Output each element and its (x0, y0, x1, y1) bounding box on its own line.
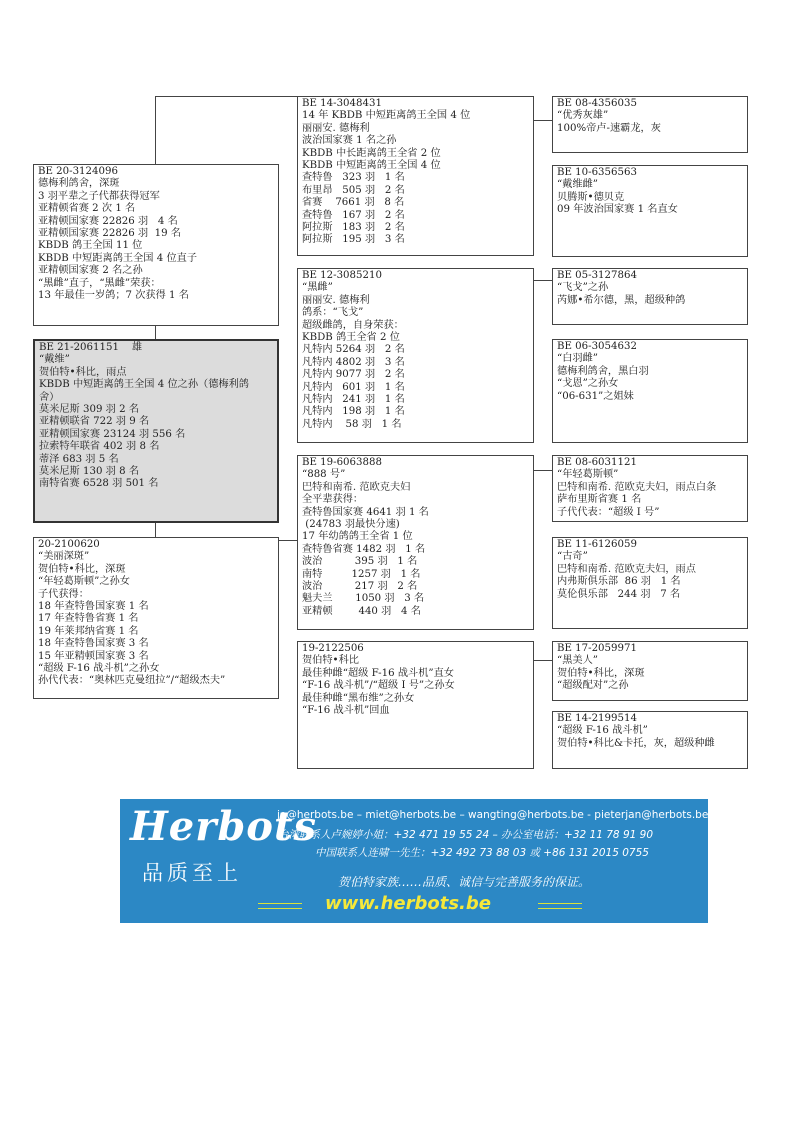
website-link[interactable]: www.herbots.be (325, 893, 491, 914)
pedigree-line: BE 14-2199514 (557, 713, 637, 724)
pedigree-line: “戈恩”之孙女 (557, 378, 619, 390)
pedigree-line: KBDB 中长距离鸽王全省 2 位 (302, 147, 441, 159)
pedigree-line: 亚精顿国家赛 2 名之孙 (38, 265, 143, 277)
pedigree-line: 查特鲁 323 羽 1 名 (302, 172, 405, 184)
pedigree-line: 巴特和南希. 范欧克夫妇 (302, 481, 411, 493)
pedigree-line: 莫米尼斯 309 羽 2 名 (39, 404, 140, 416)
connector-sire-sire-right (532, 120, 552, 121)
herbots-banner (120, 799, 708, 923)
pedigree-line: 波治国家赛 1 名之孙 (302, 135, 397, 147)
pedigree-line: 3 羽平辈之子代都获得冠军 (38, 190, 160, 202)
decorative-dash-right (538, 903, 582, 909)
pedigree-line: 09 年波治国家赛 1 名直女 (557, 204, 678, 216)
pedigree-line: 莫米尼斯 130 羽 8 名 (39, 466, 140, 478)
pedigree-line: “年轻葛斯顿”之孙女 (38, 576, 130, 588)
pedigree-line: “F-16 战斗机”/“超级 I 号”之孙女 (302, 680, 455, 692)
pedigree-line: “黑美人” (557, 655, 598, 667)
pedigree-line: BE 17-2059971 (557, 643, 637, 654)
pedigree-line: 14 年 KBDB 中短距离鸽王全国 4 位 (302, 110, 471, 122)
pedigree-line: 贺伯特•科比，雨点 (39, 366, 127, 378)
slogan: 品质至上 (142, 861, 242, 885)
pedigree-line: 13 年最佳一岁鸽；7 次获得 1 名 (38, 290, 189, 302)
pedigree-line: KBDB 中短距离鸽王全国 4 位之孙（德梅利鸽 (39, 379, 249, 391)
dam-sire-box (297, 455, 534, 630)
pedigree-line: 凡特内 601 羽 1 名 (302, 381, 405, 393)
pedigree-line: 19-2122506 (302, 643, 364, 654)
pedigree-line: 阿拉斯 195 羽 3 名 (302, 234, 405, 246)
pedigree-line: KBDB 鸽王全省 2 位 (302, 332, 400, 344)
pedigree-line: 全平辈获得： (302, 494, 364, 506)
pedigree-line: 波治 395 羽 1 名 (302, 556, 418, 568)
pedigree-line: 内弗斯俱乐部 86 羽 1 名 (557, 576, 681, 588)
pedigree-line: 18 年查特鲁国家赛 1 名 (38, 601, 149, 613)
pedigree-line: “超级 F-16 战斗机” (557, 725, 648, 737)
pedigree-line: 最佳种雌“黑布维”之孙女 (302, 692, 415, 704)
pedigree-line: BE 21-2061151 雄 (39, 342, 143, 353)
pedigree-line: 蒂泽 683 羽 5 名 (39, 453, 119, 465)
pedigree-line: 100%帝卢-速霸龙，灰 (557, 122, 661, 134)
pedigree-line: 丽丽安. 德梅利 (302, 122, 370, 134)
gg-box-3 (552, 268, 748, 325)
pedigree-line: “戴维” (39, 354, 70, 366)
pedigree-line: 19 年莱邦纳省赛 1 名 (38, 625, 139, 637)
pedigree-line: 亚精顿 440 羽 4 名 (302, 605, 421, 617)
pedigree-line: KBDB 中短距离鸽王全国 4 位直子 (38, 252, 198, 264)
pedigree-line: “超级 F-16 战斗机”之孙女 (38, 663, 160, 675)
pedigree-line: 舍） (39, 391, 60, 403)
pedigree-line: “白羽雌” (557, 353, 598, 365)
contact-emails[interactable]: jo@herbots.be – miet@herbots.be – wangting@herbots.be - pieterjan@herbots.be (277, 809, 708, 821)
pedigree-line: 拉索特年联省 402 羽 8 名 (39, 441, 160, 453)
pedigree-line: “黑雌”直子，“黑雌”荣获： (38, 277, 161, 289)
subject-box (33, 339, 279, 523)
pedigree-line: “超级配对”之孙 (557, 680, 629, 692)
pedigree-line: 南特省赛 6528 羽 501 名 (39, 478, 159, 490)
gg-box-7 (552, 641, 748, 701)
connector-sire-vertical (155, 96, 156, 164)
gg-box-2 (552, 165, 748, 257)
pedigree-line: “飞戈”之孙 (557, 282, 609, 294)
pedigree-line: 凡特内 9077 羽 2 名 (302, 369, 405, 381)
pedigree-line: 凡特内 58 羽 1 名 (302, 418, 402, 430)
pedigree-line: BE 10-6356563 (557, 167, 637, 178)
pedigree-line: BE 12-3085210 (302, 270, 382, 281)
pedigree-line: 魁夫兰 1050 羽 3 名 (302, 593, 425, 605)
pedigree-line: “06-631”之姐妹 (557, 390, 634, 402)
connector-subject-dam (155, 522, 156, 538)
pedigree-line: 德梅利鸽舍，黑白羽 (557, 365, 649, 377)
pedigree-line: 17 年幼鸽鸽王全省 1 位 (302, 531, 413, 543)
pedigree-line: KBDB 鸽王全国 11 位 (38, 240, 143, 252)
pedigree-line: 查特鲁国家赛 4641 羽 1 名 (302, 506, 429, 518)
pedigree-line: 超级雌鸽，自身荣获： (302, 319, 404, 331)
pedigree-line: 贺伯特•科比，深斑 (38, 563, 126, 575)
connector-dam-gen2 (278, 540, 298, 541)
pedigree-line: 凡特内 5264 羽 2 名 (302, 344, 405, 356)
herbots-logo: Herbots (130, 803, 317, 850)
pedigree-line: “黑雌” (302, 282, 333, 294)
pedigree-line: “优秀灰雄” (557, 110, 609, 122)
pedigree-line: BE 14-3048431 (302, 98, 382, 109)
pedigree-line: 亚精顿省赛 2 次 1 名 (38, 203, 136, 215)
pedigree-line: 芮娜•希尔德，黑，超级种鸽 (557, 294, 686, 306)
pedigree-line: BE 08-6031121 (557, 457, 637, 468)
pedigree-line: 布里昂 505 羽 2 名 (302, 184, 405, 196)
connector-sire-gen2 (155, 96, 298, 97)
pedigree-line: 德梅利鸽舍，深斑 (38, 178, 120, 190)
pedigree-line: “古奇” (557, 551, 588, 563)
pedigree-line: BE 08-4356035 (557, 98, 637, 109)
pedigree-line: 20-2100620 (38, 539, 100, 550)
china-contact: 中国联系人连啸一先生：+32 492 73 88 03 或 +86 131 2015 0755 (315, 847, 649, 859)
pedigree-line: 丽丽安. 德梅利 (302, 294, 370, 306)
gg-box-8 (552, 711, 748, 769)
pedigree-line: 萨布里斯省赛 1 名 (557, 494, 642, 506)
pedigree-line: “戴维雌” (557, 179, 598, 191)
connector-sire-dam-right (532, 280, 552, 281)
pedigree-line: 南特 1257 羽 1 名 (302, 568, 421, 580)
connector-dam-sire-right (532, 470, 552, 471)
pedigree-line: 贺伯特•科比 (302, 655, 359, 667)
pedigree-line: 巴特和南希. 范欧克夫妇，雨点白条 (557, 481, 717, 493)
pedigree-line: 凡特内 241 羽 1 名 (302, 394, 405, 406)
sire-box (33, 164, 279, 326)
pedigree-line: 莫伦俱乐部 244 羽 7 名 (557, 588, 681, 600)
pedigree-line: 鸽系：“飞戈” (302, 307, 364, 319)
pedigree-line: 15 年亚精顿国家赛 3 名 (38, 650, 149, 662)
pedigree-line: 查特鲁省赛 1482 羽 1 名 (302, 543, 426, 555)
gg-box-4 (552, 339, 748, 443)
pedigree-line: 波治 217 羽 2 名 (302, 581, 418, 593)
pedigree-line: 18 年查特鲁国家赛 3 名 (38, 638, 149, 650)
pedigree-line: BE 19-6063888 (302, 457, 382, 468)
pedigree-line: (24783 羽最快分速) (302, 519, 400, 531)
dam-dam-box (297, 641, 534, 769)
pedigree-line: KBDB 中短距离鸽王全国 4 位 (302, 160, 441, 172)
taiwan-contact: 台湾联系人卢婉婷小姐：+32 471 19 55 24 – 办公室电话：+32 11 78 91 90 (278, 829, 654, 841)
pedigree-line: 巴特和南希. 范欧克夫妇，雨点 (557, 563, 696, 575)
pedigree-line: 亚精顿国家赛 22826 羽 19 名 (38, 228, 182, 240)
pedigree-line: 贺伯特•科比&卡托，灰，超级种雌 (557, 737, 715, 749)
pedigree-line: 17 年查特鲁省赛 1 名 (38, 613, 139, 625)
pedigree-line: 凡特内 4802 羽 3 名 (302, 356, 405, 368)
pedigree-line: BE 11-6126059 (557, 539, 637, 550)
pedigree-line: BE 06-3054632 (557, 341, 637, 352)
sire-dam-box (297, 268, 534, 443)
pedigree-line: 亚精顿联省 722 羽 9 名 (39, 416, 150, 428)
pedigree-line: 孙代代表：“奥林匹克曼纽拉”/“超级杰夫” (38, 675, 226, 687)
pedigree-line: BE 20-3124096 (38, 166, 118, 177)
decorative-dash-left (258, 903, 302, 909)
gg-box-5 (552, 455, 748, 522)
pedigree-line: 亚精顿国家赛 23124 羽 556 名 (39, 428, 186, 440)
pedigree-line: 贺伯特•科比，深斑 (557, 667, 645, 679)
pedigree-line: 贝腾斯•德贝克 (557, 191, 625, 203)
connector-subject-sire (155, 325, 156, 340)
pedigree-line: “年轻葛斯顿” (557, 469, 619, 481)
gg-box-1 (552, 96, 748, 153)
family-promise: 贺伯特家族……品质、诚信与完善服务的保证。 (338, 875, 591, 889)
pedigree-line: 子代代表：“超级 I 号” (557, 506, 660, 518)
sire-sire-box (297, 96, 534, 256)
dam-box (33, 537, 279, 699)
pedigree-line: “美丽深斑” (38, 551, 90, 563)
pedigree-line: 阿拉斯 183 羽 2 名 (302, 222, 405, 234)
pedigree-line: 省赛 7661 羽 8 名 (302, 197, 405, 209)
pedigree-line: 凡特内 198 羽 1 名 (302, 406, 405, 418)
pedigree-line: 亚精顿国家赛 22826 羽 4 名 (38, 215, 178, 227)
pedigree-line: BE 05-3127864 (557, 270, 637, 281)
pedigree-line: “888 号” (302, 469, 346, 481)
pedigree-line: 子代获得： (38, 588, 89, 600)
pedigree-line: 最佳种雌“超级 F-16 战斗机”直女 (302, 667, 454, 679)
connector-dam-dam-right (532, 660, 552, 661)
pedigree-line: “F-16 战斗机”回血 (302, 705, 390, 717)
gg-box-6 (552, 537, 748, 629)
pedigree-line: 查特鲁 167 羽 2 名 (302, 209, 405, 221)
